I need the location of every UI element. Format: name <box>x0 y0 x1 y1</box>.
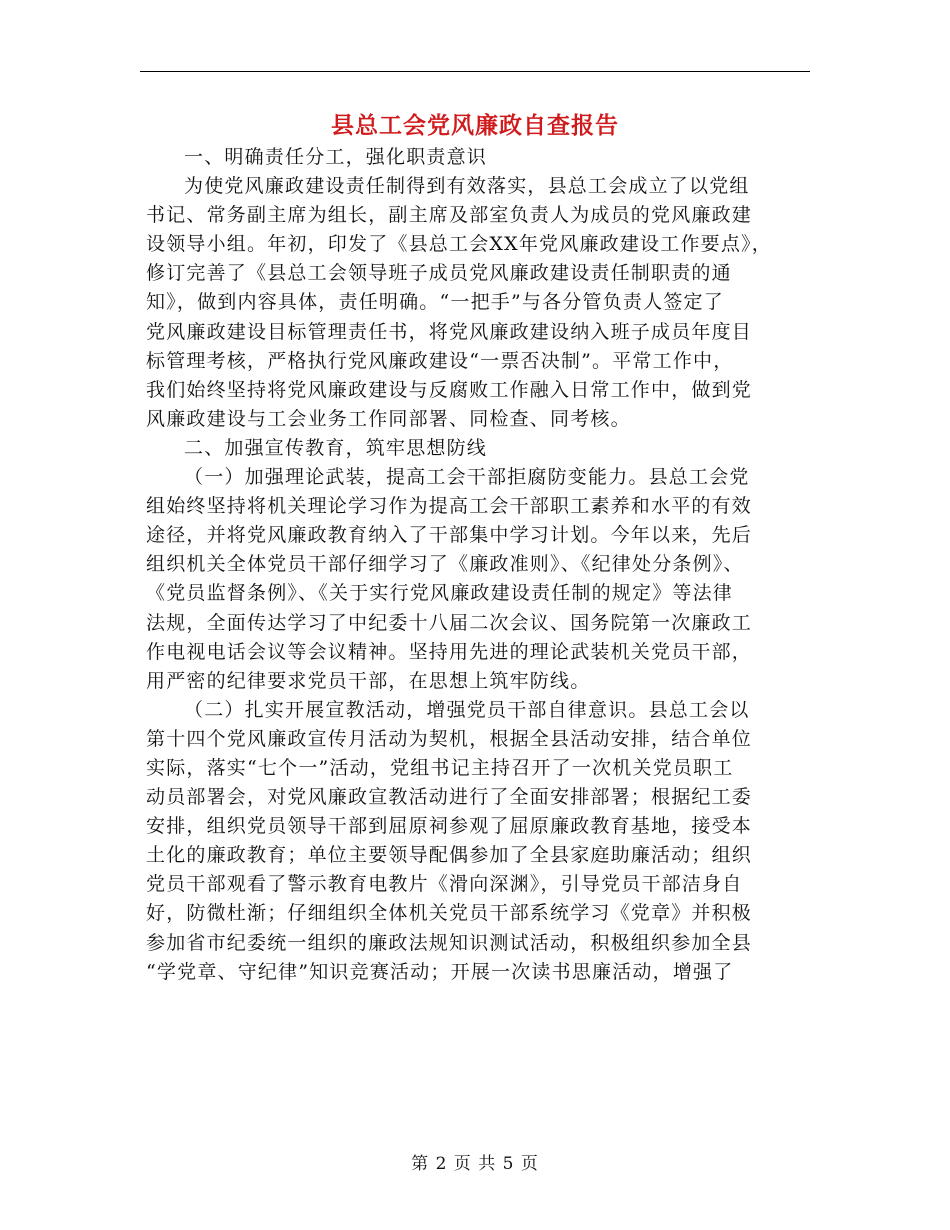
paragraph-line: 参加省市纪委统一组织的廉政法规知识测试活动，积极组织参加全县 <box>146 931 753 954</box>
document-body <box>146 143 810 987</box>
paragraph-line: “学党章、守纪律”知识竞赛活动；开展一次读书思廉活动，增强了 <box>146 960 734 983</box>
section-heading: 一、明确责任分工，强化职责意识 <box>184 146 488 168</box>
paragraph-line: 实际，落实“七个一”活动，党组书记主持召开了一次机关党员职工 <box>146 756 734 779</box>
paragraph-line: 动员部署会，对党风廉政宣教活动进行了全面安排部署；根据纪工委 <box>146 786 753 809</box>
header-rule <box>140 71 810 72</box>
paragraph-line: 组始终坚持将机关理论学习作为提高工会干部职工素养和水平的有效 <box>146 495 753 518</box>
paragraph-line: （一）加强理论武装，提高工会干部拒腐防变能力。县总工会党 <box>184 466 750 489</box>
paragraph-line: 途径，并将党风廉政教育纳入了干部集中学习计划。今年以来，先后 <box>146 524 753 547</box>
document-title: 县总工会党风廉政自查报告 <box>331 112 619 139</box>
paragraph-line: 安排，组织党员领导干部到屈原祠参观了屈原廉政教育基地，接受本 <box>146 815 753 838</box>
paragraph-line: 风廉政建设与工会业务工作同部署、同检查、同考核。 <box>146 407 631 430</box>
paragraph-line: 好，防微杜渐；仔细组织全体机关党员干部系统学习《党章》并积极 <box>146 902 753 925</box>
section-heading: 二、加强宣传教育，筑牢思想防线 <box>184 436 488 459</box>
paragraph-line: 法规，全面传达学习了中纪委十八届二次会议、国务院第一次廉政工 <box>146 611 753 634</box>
paragraph-line: 土化的廉政教育；单位主要领导配偶参加了全县家庭助廉活动；组织 <box>146 844 753 867</box>
paragraph-line: 第十四个党风廉政宣传月活动为契机，根据全县活动安排，结合单位 <box>146 727 753 750</box>
paragraph-line: 为使党风廉政建设责任制得到有效落实，县总工会成立了以党组 <box>184 175 750 198</box>
paragraph-line: 用严密的纪律要求党员干部，在思想上筑牢防线。 <box>146 669 591 692</box>
paragraph-line: 党员干部观看了警示教育电教片《滑向深渊》，引导党员干部洁身自 <box>146 873 743 896</box>
paragraph-line: 修订完善了《县总工会领导班子成员党风廉政建设责任制职责的通 <box>146 262 732 285</box>
paragraph-line: 作电视电话会议等会议精神。坚持用先进的理论武装机关党员干部， <box>146 640 753 663</box>
paragraph-line: 知》，做到内容具体，责任明确。“一把手”与各分管负责人签定了 <box>146 291 724 314</box>
paragraph-line: 党风廉政建设目标管理责任书，将党风廉政建设纳入班子成员年度目 <box>146 320 753 343</box>
paragraph-line: 我们始终坚持将党风廉政建设与反腐败工作融入日常工作中，做到党 <box>146 378 753 401</box>
paragraph-line: 书记、常务副主席为组长，副主席及部室负责人为成员的党风廉政建 <box>146 204 753 227</box>
paragraph-line: （二）扎实开展宣教活动，增强党员干部自律意识。县总工会以 <box>184 698 750 721</box>
paragraph-line: 设领导小组。年初，印发了《县总工会XX年党风廉政建设工作要点》， <box>146 233 772 256</box>
paragraph-line: 《党员监督条例》、《关于实行党风廉政建设责任制的规定》等法律 <box>146 582 734 605</box>
paragraph-line: 组织机关全体党员干部仔细学习了《廉政准则》、《纪律处分条例》、 <box>146 553 744 576</box>
paragraph-line: 标管理考核，严格执行党风廉政建设“一票否决制”。平常工作中， <box>146 349 734 372</box>
page-number: 第 2 页 共 5 页 <box>411 1154 539 1174</box>
